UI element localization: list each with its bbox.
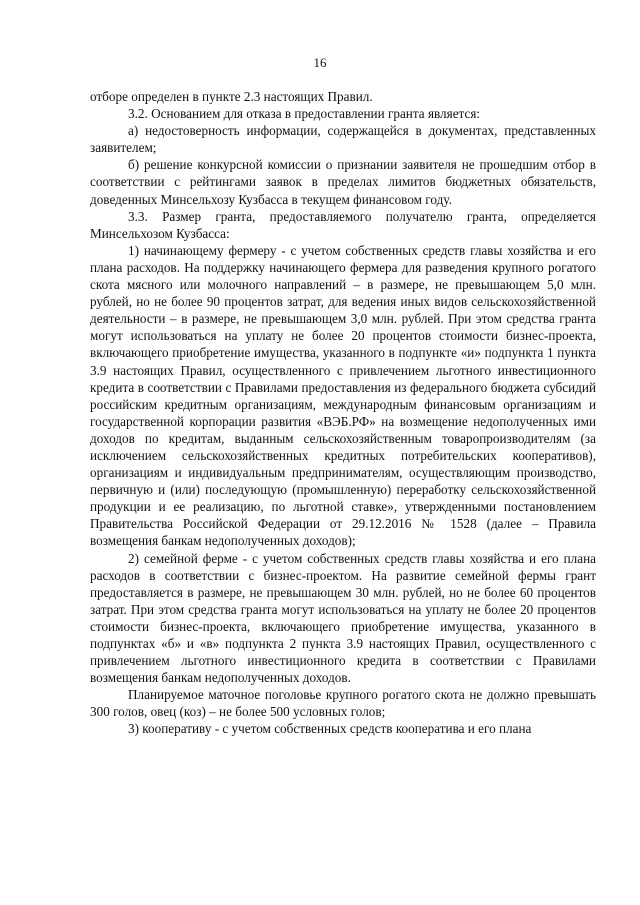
paragraph-3-3-1: 1) начинающему фермеру - с учетом собственных средств главы хозяйства и его плана расходов. На поддержку начинающего фермера для разведения крупного рогатого скота мясного или молочного направлений – в размере, не превышающем 5,0 млн. рублей, но не более 90 процентов затрат, для ведения иных видов сельскохозяйственной деятельности – в размере, не превышающем 3,0 млн. рублей. При этом средства гранта могут использоваться на уплату не более 20 процентов стоимости бизнес-проекта, включающего приобретение имущества, указанного в подпункте «и» подпункта 1 пункта 3.9 настоящих Правил, осуществленного с привлечением льготного инвестиционного кредита в соответствии с Правилами предоставления из федерального бюджета субсидий российским кредитным организациям, международным финансовым организациям и государственной корпорации развития «ВЭБ.РФ» на возмещение недополученных ими доходов по кредитам, выданным сельскохозяйственным товаропроизводителям (за исключением сельскохозяйственных кредитных потребительских кооперативов), организациям и индивидуальным предпринимателям, осуществляющим производство, первичную и (или) последующую (промышленную) переработку сельскохозяйственной продукции и ее реализацию, по льготной ставке», утвержденными постановлением Правительства Российской Федерации от 29.12.2016 № 1528 (далее – Правила возмещения банкам недополученных доходов); (90, 242, 596, 549)
paragraph-3-3: 3.3. Размер гранта, предоставляемого получателю гранта, определяется Минсельхозом Кузбасса: (90, 208, 596, 241)
paragraph-livestock-limit: Планируемое маточное поголовье крупного рогатого скота не должно превышать 300 голов, овец (коз) – не более 500 условных голов; (90, 687, 596, 720)
paragraph-3-3-3: 3) кооперативу - с учетом собственных средств кооператива и его плана (128, 721, 532, 737)
paragraph-3-3-2: 2) семейной ферме - с учетом собственных средств главы хозяйства и его плана расходов в соответствии с бизнес-проектом. На развитие семейной фермы грант предоставляется в размере, не превышающем 30 млн. рублей, но не более 60 процентов затрат. При этом средства гранта могут использоваться на уплату не более 20 процентов стоимости бизнес-проекта, включающего приобретение имущества, указанного в подпунктах «б» и «в» подпункта 2 пункта 3.9 настоящих Правил, осуществленного с привлечением льготного инвестиционного кредита в соответствии с Правилами возмещения банкам недополученных доходов. (90, 550, 596, 686)
paragraph-3-2-b: б) решение конкурсной комиссии о признании заявителя не прошедшим отбор в соответствии с рейтингами заявок в пределах лимитов бюджетных обязательств, доведенных Минсельхозу Кузбасса в текущем финансовом году. (90, 157, 596, 207)
document-body (90, 88, 596, 738)
page-number: 16 (313, 55, 327, 70)
paragraph-3-2: 3.2. Основанием для отказа в предоставлении гранта является: (128, 106, 481, 122)
paragraph-continuation: отборе определен в пункте 2.3 настоящих Правил. (90, 89, 373, 104)
paragraph-3-2-a: а) недостоверность информации, содержащейся в документах, представленных заявителем; (90, 123, 596, 156)
